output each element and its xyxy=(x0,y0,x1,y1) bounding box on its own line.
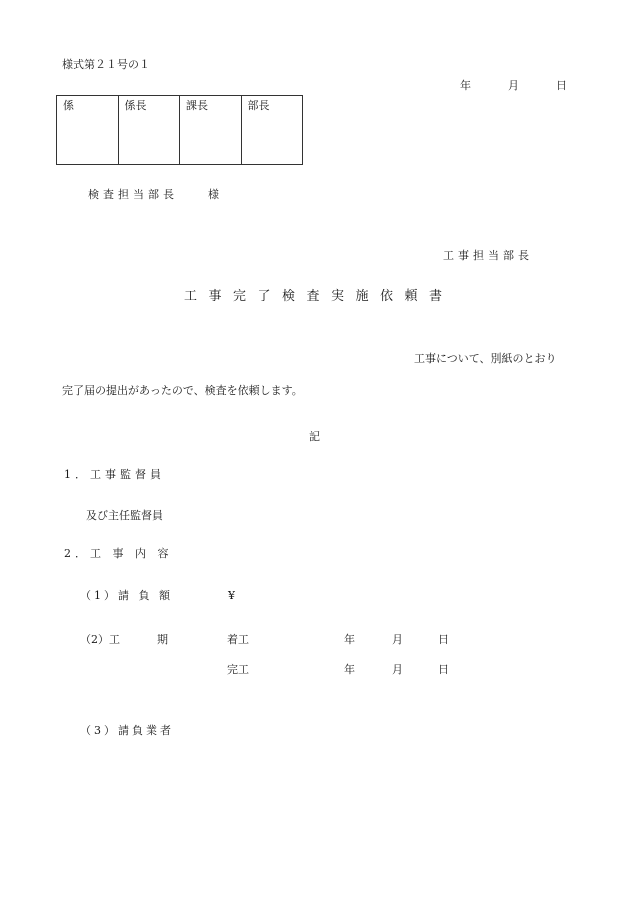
end-day-label: 日 xyxy=(438,663,449,676)
period-label: （2）工 xyxy=(80,633,120,646)
yen-sign: ¥ xyxy=(228,589,235,602)
start-year-label: 年 xyxy=(344,633,355,646)
sender: 工事担当部長 xyxy=(443,249,533,262)
date-month-label: 月 xyxy=(508,79,519,92)
approval-stamp-table xyxy=(56,95,303,165)
date-line xyxy=(460,79,567,124)
contractor-label: （3）請負業者 xyxy=(80,724,174,737)
approval-cell-department-head: 部長 xyxy=(241,96,303,165)
end-label: 完工 xyxy=(227,663,249,676)
date-day-label: 日 xyxy=(556,79,567,92)
period-label-end: 期 xyxy=(157,633,168,646)
end-year-label: 年 xyxy=(344,663,355,676)
body-text-line-2: 完了届の提出があったので、検査を依頼します。 xyxy=(62,384,303,397)
body-text-line-1: 工事について、別紙のとおり xyxy=(414,352,557,365)
start-day-label: 日 xyxy=(438,633,449,646)
end-month-label: 月 xyxy=(392,663,403,676)
item-1-label: 1．工事監督員 xyxy=(64,468,165,481)
contract-amount-label: （1）請 負 額 xyxy=(80,589,173,602)
item-2-label: 2．工 事 内 容 xyxy=(64,547,173,560)
form-number: 様式第２１号の１ xyxy=(62,58,150,71)
start-month-label: 月 xyxy=(392,633,403,646)
addressee: 検査担当部長 xyxy=(88,188,178,201)
ki-heading: 記 xyxy=(309,430,320,443)
document-title: 工事完了検査実施依頼書 xyxy=(184,289,454,304)
approval-cell-chief: 係長 xyxy=(118,96,180,165)
item-1-sublabel: 及び主任監督員 xyxy=(86,509,163,522)
date-year-label: 年 xyxy=(460,79,471,92)
addressee-honorific: 様 xyxy=(208,188,219,201)
approval-cell-section-head: 課長 xyxy=(180,96,242,165)
approval-cell-staff: 係 xyxy=(57,96,119,165)
start-label: 着工 xyxy=(227,633,249,646)
